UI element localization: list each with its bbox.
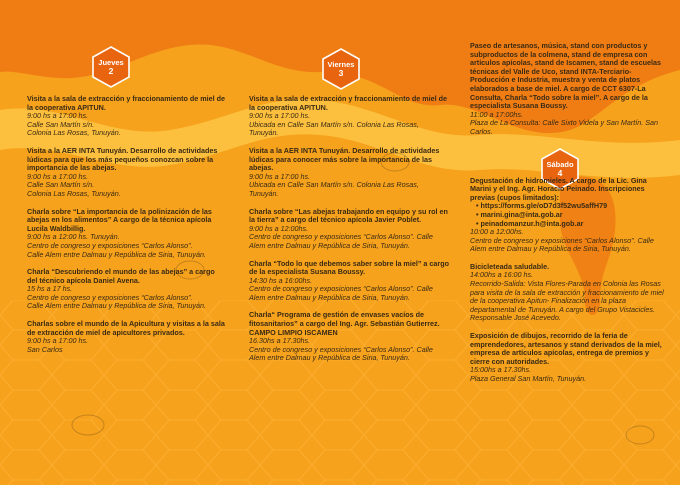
schedule-column-friday bbox=[249, 95, 449, 372]
event-title: Visita a la sala de extracción y fraccionamiento de miel de la cooperativa APITUN. bbox=[27, 94, 226, 112]
event-detail: Centro de congreso y exposiciones “Carlos Alonso”. Calle Alem entre Dalmau y República de Siria, Tunuyán. bbox=[470, 235, 654, 254]
schedule-column-saturday bbox=[470, 42, 665, 393]
event-link[interactable]: • https://forms.gle/oD7d3f52wu5affH79 bbox=[476, 201, 608, 211]
event-detail: 15:00hs a 17.30hs. bbox=[470, 365, 532, 375]
event-title: Visita a la AER INTA Tunuyán. Desarrollo de actividades lúdicas para que los más pequeños conozcan sobre la importancia de las abejas. bbox=[27, 145, 218, 173]
event-detail: Ubicada en Calle San Martín s/n. Colonia Las Rosas, Tunuyán. bbox=[249, 180, 419, 198]
event-item bbox=[249, 208, 449, 251]
event-item bbox=[470, 42, 665, 137]
day-label: Jueves bbox=[98, 58, 124, 67]
event-detail: Plaza General San Martín, Tunuyán. bbox=[470, 374, 587, 383]
event-title: Visita a la AER INTA Tunuyán. Desarrollo de actividades lúdicas para conocer más sobre la importancia de las abejas. bbox=[249, 145, 440, 173]
day-label: Viernes bbox=[327, 60, 355, 69]
event-title: Charla “Todo lo que debemos saber sobre la miel” a cargo de la especialista Susana Boussy. bbox=[249, 258, 449, 277]
event-detail: 10:00 a 12:00hs. bbox=[470, 227, 524, 237]
event-item bbox=[27, 268, 227, 311]
event-title: Bicicleteada saludable. bbox=[470, 261, 550, 271]
event-detail: Recorrido-Salida: Vista Flores-Parada en Colonia las Rosas para visita de la sala de extracción y fraccionamiento de miel de la cooperativa Apitun- Finalización en la plaza departamental de Tunuyán. A cargo del Grupo Vistacicles. bbox=[470, 279, 664, 314]
event-title: Charla sobre “La importancia de la polinización de las abejas en los alimentos” A cargo de la técnica apícola Lucila Waldbillig. bbox=[27, 206, 212, 233]
event-detail: Plaza de La Consulta: Calle Sixto Videla y San Martín. San Carlos. bbox=[470, 118, 659, 136]
day-number: 2 bbox=[108, 66, 114, 76]
event-detail: Calle Alem entre Dalmau y República de Siria, Tunuyán. bbox=[27, 249, 206, 259]
event-detail: 14:00hs a 16:00 hs. bbox=[470, 270, 534, 280]
event-detail: San Carlos bbox=[27, 344, 63, 354]
schedule-column-thursday bbox=[27, 95, 227, 363]
event-detail: Calle Alem entre Dalmau y República de Siria, Tunuyán. bbox=[27, 301, 206, 311]
event-item bbox=[470, 177, 665, 254]
event-title: Degustación de hidromieles. A cargo de la Lic. Gina Marini y el Ing. Agr. Horacio Peinado. Inscripciones previas (cupos limitados): bbox=[470, 175, 647, 202]
event-detail: Responsable José Acevedo. bbox=[470, 313, 561, 323]
event-detail: Centro de congreso y exposiciones “Carlos Alonso”. bbox=[27, 292, 193, 302]
event-title: Exposición de dibujos, recorrido de la feria de emprendedores, artesanos y stand derivados de la miel, empresa de artículos apícolas, entrega de premios y cierre con autoridades. bbox=[470, 331, 662, 366]
event-title: Charlas sobre el mundo de la Apicultura y visitas a la sala de extracción de miel de apicultores privados. bbox=[27, 319, 225, 337]
day-number: 3 bbox=[338, 68, 344, 78]
event-item bbox=[249, 311, 449, 363]
event-detail: 9:00 hs a 17:00 hs. bbox=[27, 336, 89, 346]
event-item bbox=[27, 95, 227, 138]
event-detail: 9:00 hs a 17:00 hs. bbox=[27, 111, 89, 121]
event-title: Charla“ Programa de gestión de envases vacíos de fitosanitarios” a cargo del Ing. Agr. Sebastián Gutierrez. CAMPO LIMPIO ISCAMEN bbox=[249, 310, 440, 337]
event-detail: Centro de congreso y exposiciones “Carlos Alonso”. Calle Alem entre Dalmau y República de Siria, Tunuyán. bbox=[249, 344, 433, 363]
day-badge-thursday bbox=[92, 46, 130, 88]
event-detail: Centro de congreso y exposiciones “Carlos Alonso”. Calle Alem entre Dalmau y República de Siria, Tunuyán. bbox=[249, 284, 433, 302]
event-detail: 9:00 hs a 17:00 hs. bbox=[27, 171, 89, 181]
event-detail: 9:00 hs a 17:00 hs. bbox=[249, 171, 311, 181]
event-detail: Centro de congreso y exposiciones “Carlos Alonso”. Calle Alem entre Dalmau y República de Siria, Tunuyán. bbox=[249, 232, 433, 250]
event-title: Paseo de artesanos, música, stand con productos y subproductos de la colmena, stand de empresa con artículos apícolas, stand de Iscamen, stand de escuelas técnicas del Valle de Uco, stand INTA-Terciario-Producción e Industria, muestra y venta de platos elaborados a base de miel. A cargo de CCT 6307-La Consulta, Charla “Todo sobre la miel”. A cargo de la especialista Susana Boussy. bbox=[470, 41, 661, 111]
day-number: 4 bbox=[557, 168, 563, 178]
event-detail: 15 hs a 17 hs. bbox=[27, 284, 73, 294]
event-title: Charla “Descubriendo el mundo de las abejas” a cargo del técnico apícola Daniel Avena. bbox=[27, 267, 215, 285]
event-item bbox=[249, 260, 449, 303]
event-title: Visita a la sala de extracción y fraccionamiento de miel de la cooperativa APITUN. bbox=[249, 94, 448, 112]
event-item bbox=[249, 147, 449, 199]
event-detail: Centro de congreso y exposiciones “Carlos Alonso”. bbox=[27, 240, 193, 250]
event-detail: 11:00 a 17:00hs. bbox=[470, 109, 524, 119]
event-item bbox=[27, 208, 227, 260]
event-item bbox=[470, 263, 665, 323]
event-detail: Calle San Martín s/n. bbox=[27, 119, 95, 129]
event-detail: Ubicada en Calle San Martín s/n. Colonia Las Rosas, Tunuyán. bbox=[249, 119, 419, 138]
event-detail: Colonia Las Rosas, Tunuyán. bbox=[27, 188, 121, 198]
event-detail: 9:00 hs a 12:00 hs. Tunuyán. bbox=[27, 232, 120, 242]
event-detail: Calle San Martín s/n. bbox=[27, 180, 95, 190]
event-detail: 9:00 hs a 17:00 hs. bbox=[249, 111, 311, 121]
event-item bbox=[470, 332, 665, 384]
day-badge-friday bbox=[322, 48, 360, 90]
event-item bbox=[27, 320, 227, 354]
event-detail: Colonia Las Rosas, Tunuyán. bbox=[27, 128, 121, 138]
event-link[interactable]: • marini.gina@inta.gob.ar bbox=[476, 209, 563, 219]
event-item bbox=[27, 147, 227, 199]
event-detail: 14:30 hs a 16:00hs. bbox=[249, 275, 313, 285]
event-detail: 16.30hs a 17.30hs. bbox=[249, 336, 311, 346]
day-label: Sábado bbox=[546, 160, 574, 169]
event-title: Charla sobre “Las abejas trabajando en equipo y su rol en la tierra” a cargo del técnico apícola Javier Poblet. bbox=[249, 206, 448, 225]
event-item bbox=[249, 95, 449, 138]
event-link[interactable]: • peinadomanzur.h@inta.gob.ar bbox=[476, 218, 584, 228]
event-detail: 9:00 hs a 12:00hs. bbox=[249, 223, 309, 233]
